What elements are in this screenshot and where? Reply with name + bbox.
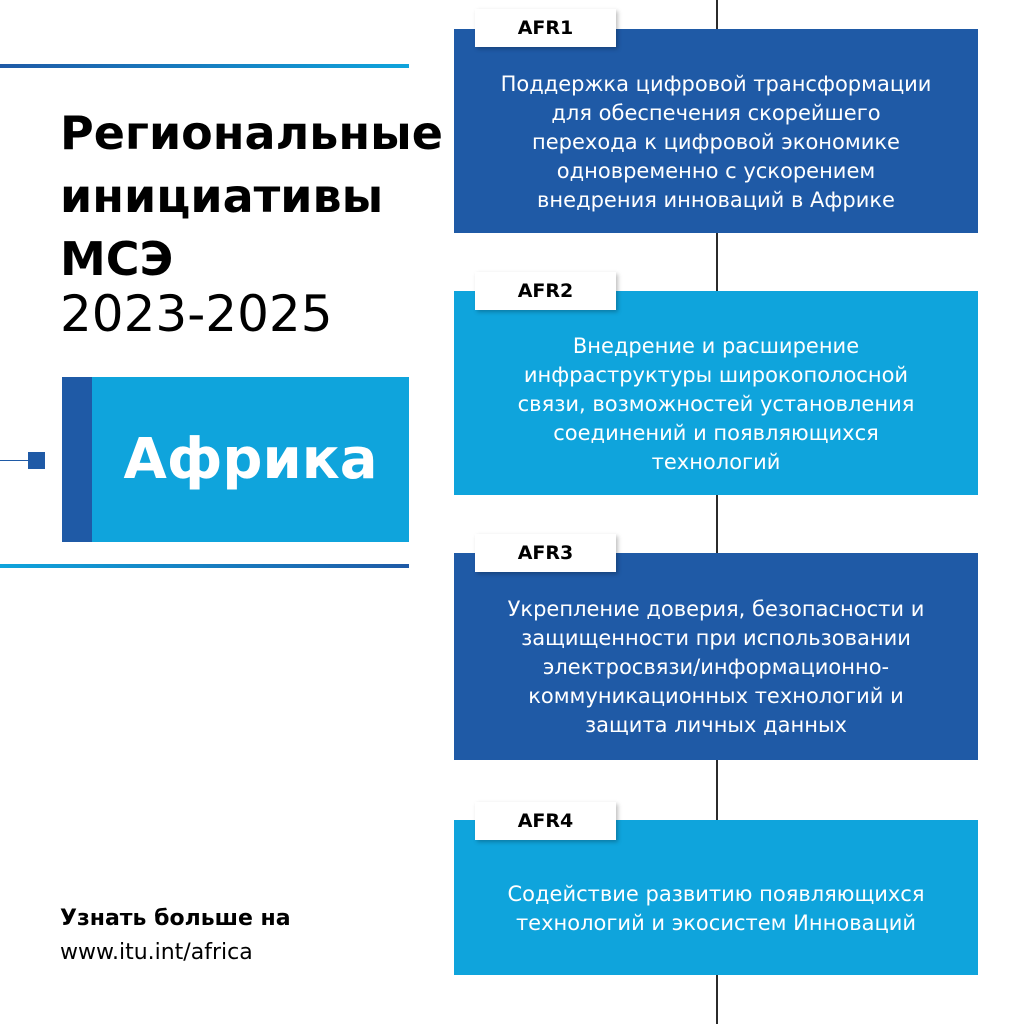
initiative-code-tab: AFR4 bbox=[475, 802, 616, 840]
connector-square-icon bbox=[28, 452, 45, 469]
website-link[interactable]: www.itu.int/africa bbox=[60, 940, 253, 965]
region-box-stripe bbox=[62, 377, 92, 542]
bottom-divider bbox=[0, 564, 409, 568]
initiative-text: Укрепление доверия, безопасности и защищенности при использовании электросвязи/информационно- коммуникационных технологий и защита личных данных bbox=[507, 597, 925, 737]
initiative-code-tab: AFR3 bbox=[475, 534, 616, 572]
initiative-code-tab: AFR2 bbox=[475, 272, 616, 310]
title-line-2: инициативы bbox=[60, 169, 384, 223]
learn-more-label: Узнать больше на bbox=[60, 906, 291, 931]
title-years: 2023-2025 bbox=[60, 285, 333, 343]
page-title bbox=[60, 102, 443, 291]
initiative-text: Внедрение и расширение инфраструктуры широкополосной связи, возможностей установления соединений и появляющихся технологий bbox=[517, 333, 915, 474]
initiative-card-afr4 bbox=[454, 820, 978, 975]
initiative-text: Поддержка цифровой трансформации для обеспечения скорейшего перехода к цифровой экономике одновременно с ускорением внедрения инноваций в Африке bbox=[500, 71, 932, 212]
title-line-1: Региональные bbox=[60, 106, 443, 160]
title-line-3: МСЭ bbox=[60, 232, 174, 286]
region-label: Африка bbox=[123, 427, 378, 492]
initiative-code-tab: AFR1 bbox=[475, 9, 616, 47]
connector-line bbox=[0, 460, 28, 461]
initiative-card-afr3 bbox=[454, 553, 978, 760]
top-divider bbox=[0, 64, 409, 68]
initiative-card-afr2 bbox=[454, 291, 978, 495]
initiative-card-afr1 bbox=[454, 29, 978, 233]
initiative-text: Содействие развитию появляющихся технологий и экосистем Инноваций bbox=[507, 881, 925, 935]
